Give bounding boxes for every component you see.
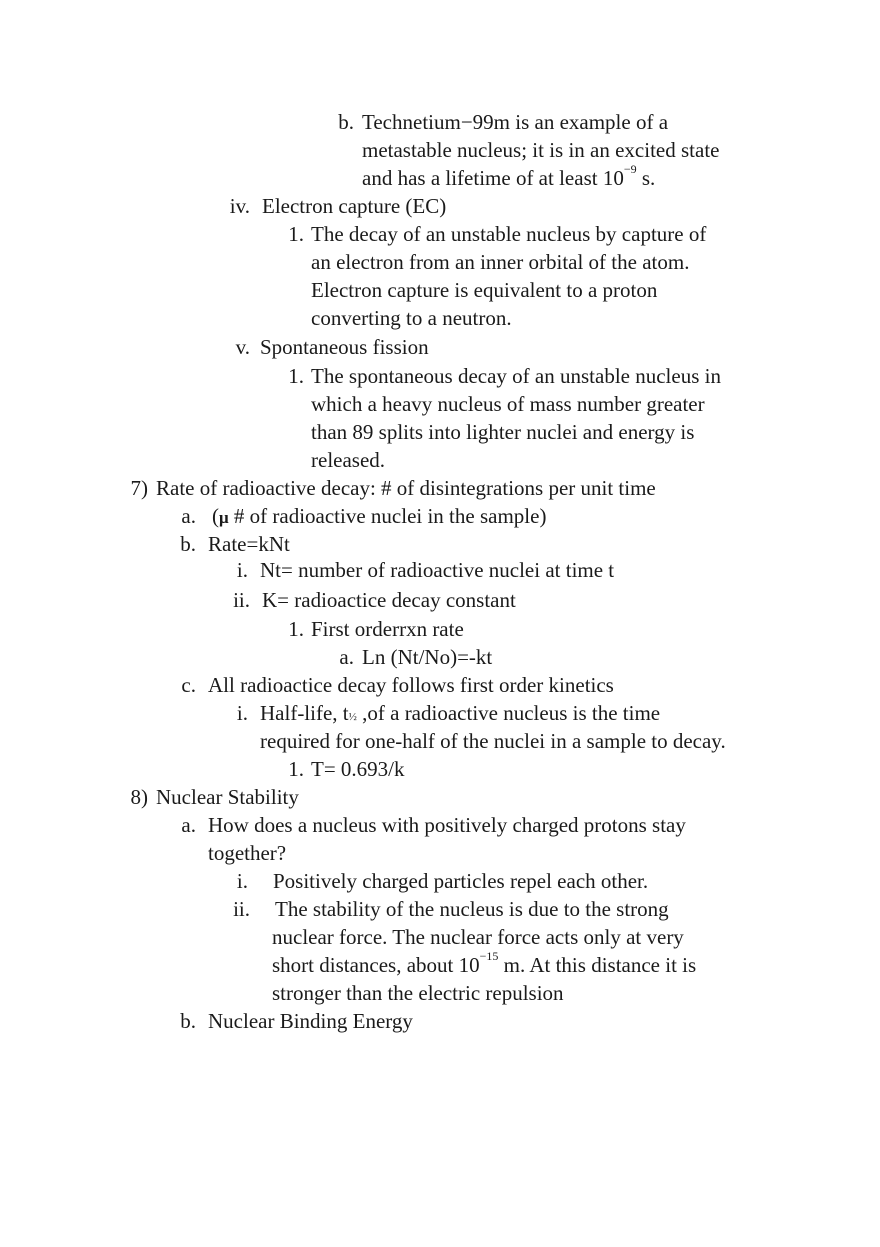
text-line: Nt= number of radioactive nuclei at time t — [260, 558, 615, 582]
section-heading: Nuclear Stability — [156, 785, 299, 809]
text-line: an electron from an inner orbital of the atom. — [311, 250, 690, 274]
subsection-heading: Spontaneous fission — [260, 335, 429, 359]
list-marker: i. — [236, 869, 248, 893]
list-marker: 1. — [288, 222, 304, 246]
text-line: The spontaneous decay of an unstable nucleus in — [311, 364, 721, 388]
text-line: which a heavy nucleus of mass number greater — [311, 392, 705, 416]
equation-line: Ln (Nt/No)=-kt — [362, 645, 493, 669]
text-line: required for one-half of the nuclei in a sample to decay. — [260, 729, 726, 753]
proportional-symbol: μ — [219, 508, 229, 527]
section-number: 8) — [130, 785, 148, 809]
text-line: converting to a neutron. — [311, 306, 512, 330]
text-line-with-exponent: short distances, about $10^{-15}$ m. At this distance it is — [272, 949, 697, 977]
list-marker: b. — [338, 110, 354, 134]
section-number: 7) — [130, 476, 148, 500]
list-marker: v. — [235, 335, 250, 359]
text-line: (μ # of radioactive nuclei in the sample) — [212, 504, 547, 528]
list-marker: a. — [181, 504, 196, 528]
text-line: nuclear force. The nuclear force acts only at very — [272, 925, 684, 949]
text-line: Half-life, t½ ,of a radioactive nucleus is the time — [260, 701, 661, 725]
text-line: How does a nucleus with positively charged protons stay — [208, 813, 686, 837]
list-marker: 1. — [288, 617, 304, 641]
half-subscript: ½ — [348, 711, 357, 723]
equation-line: T= 0.693/k — [311, 757, 405, 781]
text-line: together? — [208, 841, 287, 865]
text-line: All radioactice decay follows first order kinetics — [208, 673, 614, 697]
text-line: K= radioactice decay constant — [262, 588, 516, 612]
subsection-heading: Electron capture (EC) — [262, 194, 447, 218]
list-marker: iv. — [229, 194, 250, 218]
list-marker: ii. — [233, 588, 250, 612]
text-line: metastable nucleus; it is in an excited state — [362, 138, 720, 162]
text-line: First orderrxn rate — [311, 617, 464, 641]
text-line: Electron capture is equivalent to a proton — [311, 278, 658, 302]
section-heading: Rate of radioactive decay: # of disintegrations per unit time — [156, 476, 656, 500]
text-line: than 89 splits into lighter nuclei and energy is — [311, 420, 695, 444]
list-marker: c. — [181, 673, 196, 697]
list-marker: i. — [236, 701, 248, 725]
text-line: released. — [311, 448, 386, 472]
list-marker: i. — [236, 558, 248, 582]
list-marker: ii. — [233, 897, 250, 921]
text-line: Positively charged particles repel each other. — [273, 869, 649, 893]
list-marker: b. — [180, 1009, 196, 1033]
text-line: Technetium−99m is an example of a — [362, 110, 669, 134]
exponent: −9 — [623, 162, 637, 176]
exponent: −15 — [479, 949, 499, 963]
list-marker: a. — [181, 813, 196, 837]
list-marker: a. — [339, 645, 354, 669]
text-line: Nuclear Binding Energy — [208, 1009, 413, 1033]
list-marker: 1. — [288, 757, 304, 781]
text-line-with-exponent: and has a lifetime of at least $10^{-9}$ s. — [362, 162, 656, 190]
text-line: The decay of an unstable nucleus by capture of — [311, 222, 707, 246]
text-line: stronger than the electric repulsion — [272, 981, 564, 1005]
list-marker: 1. — [288, 364, 304, 388]
list-marker: b. — [180, 532, 196, 556]
text-line: Rate=kNt — [208, 532, 290, 556]
text-line: The stability of the nucleus is due to the strong — [275, 897, 669, 921]
